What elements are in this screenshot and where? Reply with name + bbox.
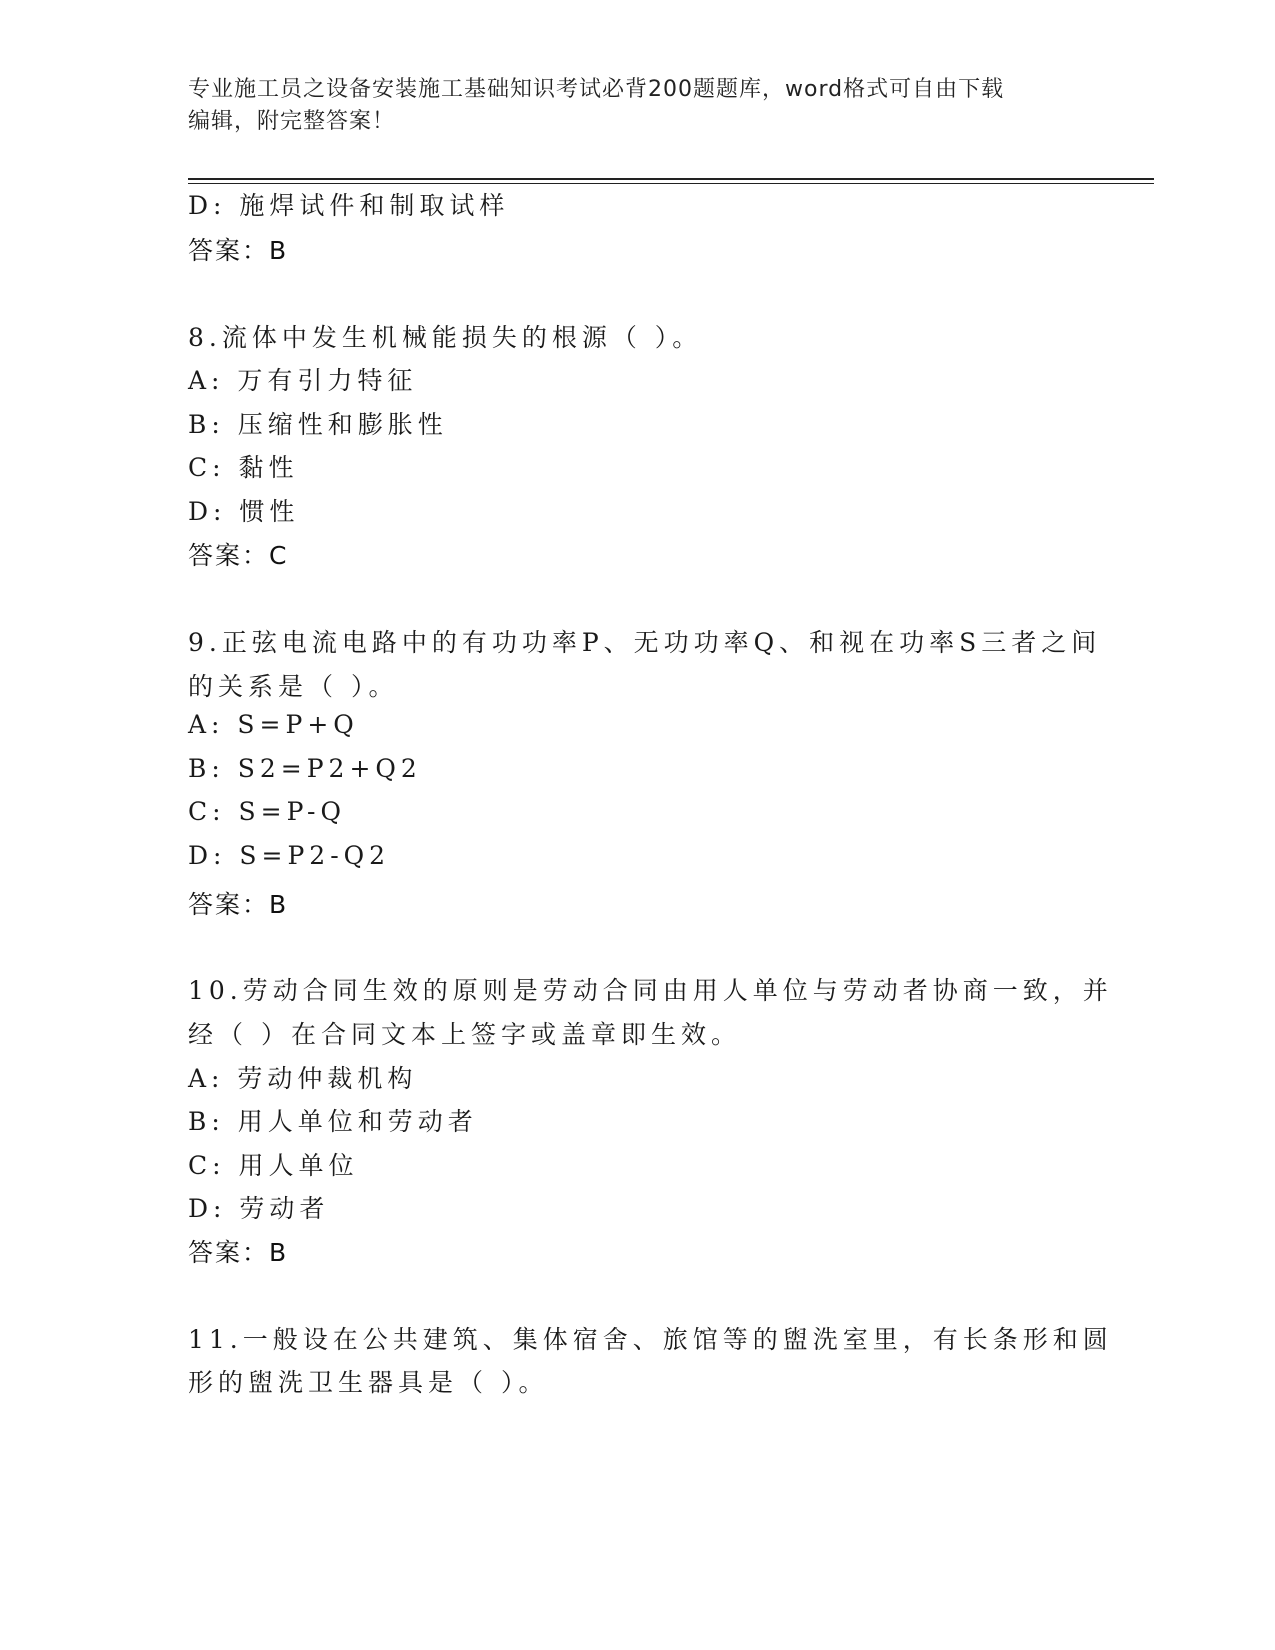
q7-option-d: D: 施焊试件和制取试样	[188, 191, 510, 220]
q9-option-c: C: S=P-Q	[188, 797, 346, 826]
q9-option-d: D: S=P2-Q2	[188, 841, 391, 870]
q8-option-a: A: 万有引力特征	[188, 366, 418, 395]
q10-stem-line-1: 10.劳动合同生效的原则是劳动合同由用人单位与劳动者协商一致，并	[188, 976, 1113, 1005]
q10-stem-line-2: 经（ ）在合同文本上签字或盖章即生效。	[188, 1020, 741, 1049]
header-line-1: 专业施工员之设备安装施工基础知识考试必背200题题库，word格式可自由下载	[188, 77, 1005, 102]
q10-answer: 答案：B	[188, 1238, 289, 1267]
q9-option-b: B: S2=P2+Q2	[188, 754, 422, 783]
q8-answer: 答案：C	[188, 541, 289, 570]
q10-option-c: C: 用人单位	[188, 1151, 359, 1180]
header-divider-thin	[188, 183, 1154, 184]
q9-stem-line-1: 9.正弦电流电路中的有功功率P、无功功率Q、和视在功率S三者之间	[188, 628, 1102, 657]
document-header	[188, 74, 1068, 138]
q9-stem-line-2: 的关系是（ ）。	[188, 672, 399, 701]
q10-option-a: A: 劳动仲裁机构	[188, 1064, 418, 1093]
q11-stem-line-1: 11.一般设在公共建筑、集体宿舍、旅馆等的盥洗室里，有长条形和圆	[188, 1325, 1113, 1354]
q10-option-d: D: 劳动者	[188, 1194, 330, 1223]
q8-option-b: B: 压缩性和膨胀性	[188, 410, 448, 439]
header-line-2: 编辑，附完整答案！	[188, 109, 396, 134]
q9-answer: 答案：B	[188, 890, 289, 919]
q8-option-d: D: 惯性	[188, 497, 300, 526]
q9-option-a: A: S=P+Q	[188, 710, 359, 739]
q8-option-c: C: 黏性	[188, 453, 299, 482]
header-divider-thick	[188, 178, 1154, 180]
q10-option-b: B: 用人单位和劳动者	[188, 1107, 478, 1136]
q8-stem: 8.流体中发生机械能损失的根源（ ）。	[188, 323, 703, 352]
q7-answer: 答案：B	[188, 236, 289, 265]
q11-stem-line-2: 形的盥洗卫生器具是（ ）。	[188, 1368, 549, 1397]
